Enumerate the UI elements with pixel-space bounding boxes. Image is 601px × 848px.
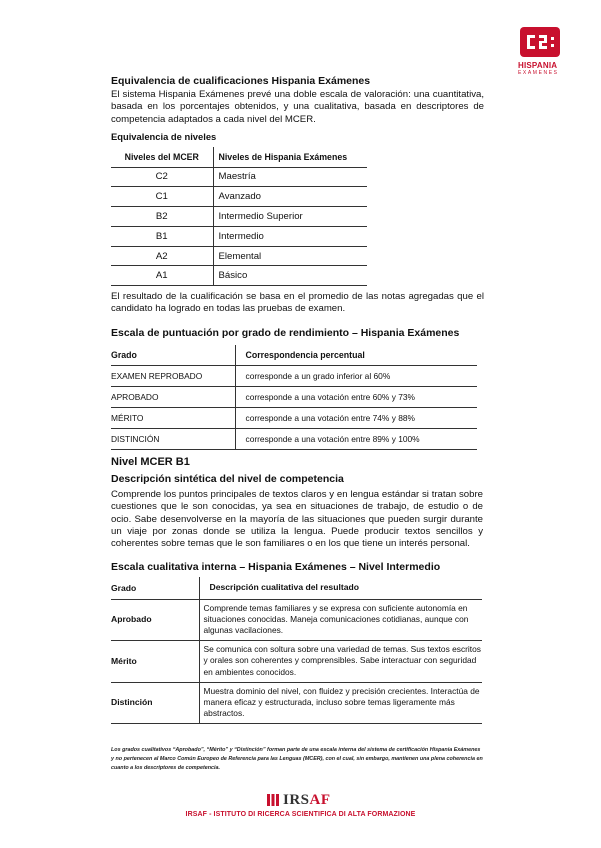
- footer-brand: [283, 792, 331, 809]
- table-row: [111, 207, 367, 227]
- table-cell: Avanzado: [213, 187, 367, 207]
- qualitative-table: [111, 577, 482, 724]
- irsaf-logo-icon: [266, 793, 280, 807]
- table-cell: APROBADO: [111, 386, 235, 407]
- levels-table: [111, 147, 367, 286]
- table-cell: Mérito: [111, 641, 199, 683]
- column-header: Niveles del MCER: [111, 147, 213, 167]
- subtitle-equivalencia-niveles: Equivalencia de niveles: [111, 131, 217, 142]
- table-cell: corresponde a una votación entre 89% y 100%: [235, 428, 477, 449]
- score-table: [111, 345, 477, 450]
- table-cell: A2: [111, 246, 213, 266]
- table-cell: A1: [111, 266, 213, 286]
- hispania-logo-icon: [518, 27, 562, 57]
- table-header-row: [111, 345, 477, 365]
- table-row: [111, 386, 477, 407]
- table-row: [111, 682, 482, 724]
- column-header: Grado: [111, 345, 235, 365]
- table-row: [111, 599, 482, 641]
- table-cell: corresponde a un grado inferior al 60%: [235, 365, 477, 386]
- table-cell: EXAMEN REPROBADO: [111, 365, 235, 386]
- hispania-logo: [518, 27, 564, 76]
- table-cell: Básico: [213, 266, 367, 286]
- footer-brand-prefix: IRS: [283, 792, 310, 808]
- table-cell: Intermedio Superior: [213, 207, 367, 227]
- table-cell: corresponde a una votación entre 60% y 73%: [235, 386, 477, 407]
- subtitle-descripcion-sintetica: Descripción sintética del nivel de competencia: [111, 473, 344, 485]
- table-cell: C1: [111, 187, 213, 207]
- table-cell: Aprobado: [111, 599, 199, 641]
- table-cell: Se comunica con soltura sobre una variedad de temas. Sus textos escritos y orales son coherentes y comprensibles. Sabe interactuar con seguridad en ambientes conocidos.: [199, 641, 482, 683]
- table-cell: Comprende temas familiares y se expresa con suficiente autonomía en situaciones conocidas. Maneja comunicaciones cotidianas, aunque con algunas vacilaciones.: [199, 599, 482, 641]
- table-row: [111, 187, 367, 207]
- table-cell: Distinción: [111, 682, 199, 724]
- table-row: [111, 428, 477, 449]
- footer-brand-accent: AF: [309, 792, 331, 808]
- table-cell: B2: [111, 207, 213, 227]
- table-row: [111, 266, 367, 286]
- column-header: Descripción cualitativa del resultado: [199, 577, 482, 599]
- table-row: [111, 226, 367, 246]
- logo-name: HISPANIA: [518, 61, 558, 70]
- table-cell: DISTINCIÓN: [111, 428, 235, 449]
- table-cell: Elemental: [213, 246, 367, 266]
- section-title-escala-cualitativa: Escala cualitativa interna – Hispania Exámenes – Nivel Intermedio: [111, 561, 441, 573]
- section-title-equivalencia: Equivalencia de cualificaciones Hispania Exámenes: [111, 75, 371, 87]
- table-cell: Maestría: [213, 167, 367, 187]
- table-row: [111, 407, 477, 428]
- footer-text: IRSAF - ISTITUTO DI RICERCA SCIENTIFICA DI ALTA FORMAZIONE: [185, 811, 416, 818]
- nivel-mcer-heading: Nivel MCER B1: [111, 456, 190, 468]
- table-cell: MÉRITO: [111, 407, 235, 428]
- table-row: [111, 246, 367, 266]
- table-header-row: [111, 147, 367, 167]
- table-header-row: [111, 577, 482, 599]
- footnote: Los grados cualitativos “Aprobado”, “Mérito” y “Distinción” forman parte de una escala interna del sistema de certificación Hispania Exámenes y no pertenecen al Marco Común Europeo de Referencia para las Lenguas (MCER), con el cual, sin embargo, mantienen una plena coherencia en cuanto a los descriptores de competencia.: [111, 747, 483, 771]
- result-paragraph: El resultado de la cualificación se basa en el promedio de las notas agregadas que el candidato ha logrado en todas las pruebas de examen.: [111, 291, 484, 315]
- intro-paragraph: El sistema Hispania Exámenes prevé una doble escala de valoración: una cuantitativa, basada en los porcentajes obtenidos, y una cualitativa, basada en descriptores de competencia adaptados a cada nivel del MCER.: [111, 89, 484, 125]
- table-row: [111, 365, 477, 386]
- table-cell: Muestra dominio del nivel, con fluidez y precisión crecientes. Interactúa de manera eficaz y estructurada, incluso sobre temas ligeramente más abstractos.: [199, 682, 482, 724]
- table-cell: C2: [111, 167, 213, 187]
- logo-sub: EXAMENES: [518, 70, 559, 76]
- table-cell: corresponde a una votación entre 74% y 88%: [235, 407, 477, 428]
- section-title-escala-puntuacion: Escala de puntuación por grado de rendimiento – Hispania Exámenes: [111, 327, 460, 339]
- b1-description: Comprende los puntos principales de textos claros y en lengua estándar si tratan sobre cuestiones que le son conocidas, ya sea en situaciones de trabajo, de estudio o de ocio. Sabe desenvolverse en la mayoría de las situaciones que pueden surgir durante un viaje por zonas donde se utiliza la lengua. Puede producir textos sencillos y coherentes sobre temas que le son familiares o en los que tiene un interés personal.: [111, 489, 483, 550]
- table-cell: B1: [111, 226, 213, 246]
- column-header: Grado: [111, 577, 199, 599]
- column-header: Niveles de Hispania Exámenes: [213, 147, 367, 167]
- table-row: [111, 167, 367, 187]
- table-row: [111, 641, 482, 683]
- table-cell: Intermedio: [213, 226, 367, 246]
- column-header: Correspondencia percentual: [235, 345, 477, 365]
